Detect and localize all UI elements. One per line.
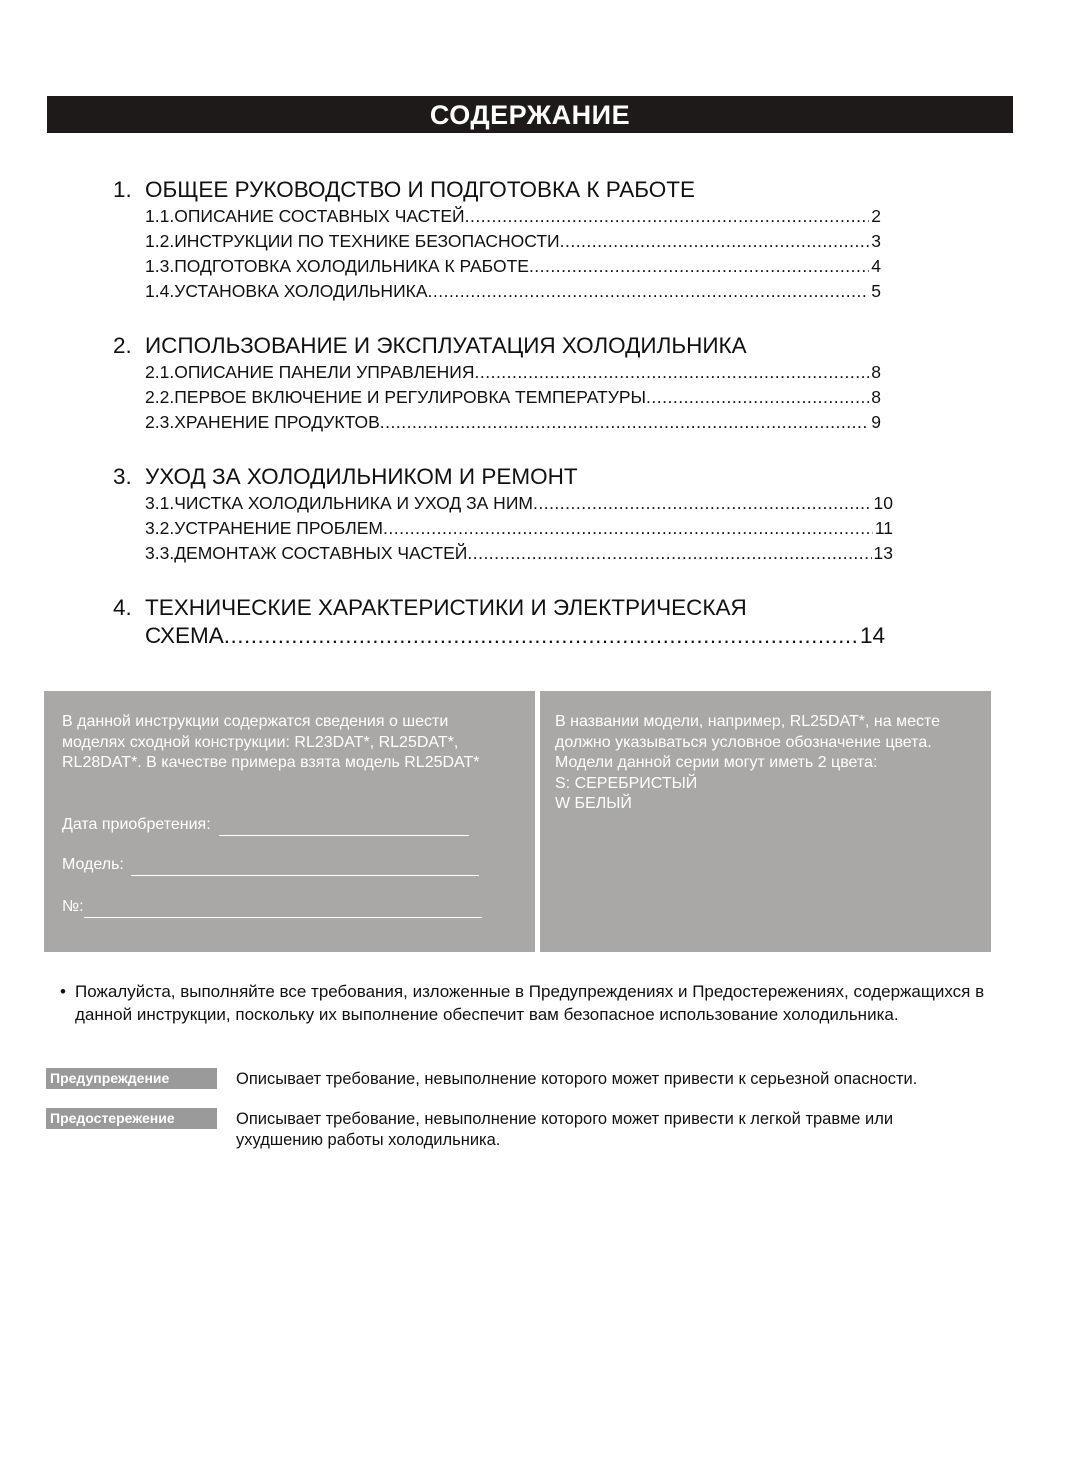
toc-item[interactable]	[145, 360, 881, 385]
item-label: ИНСТРУКЦИИ ПО ТЕХНИКЕ БЕЗОПАСНОСТИ	[174, 231, 560, 251]
dot-leader	[224, 622, 858, 650]
dot-leader	[465, 204, 870, 229]
item-label: ПОДГОТОВКА ХОЛОДИЛЬНИКА К РАБОТЕ	[174, 256, 529, 276]
section-title-continued: СХЕМА	[145, 623, 224, 648]
item-number: 3.2.	[145, 518, 175, 538]
dot-leader	[560, 229, 870, 254]
notice-text: Пожалуйста, выполняйте все требования, изложенные в Предупреждениях и Предостережениях, содержащихся в данной инструкции, поскольку их выполнение обеспечит вам безопасное использование холодильника.	[75, 982, 985, 1024]
number-field[interactable]	[84, 901, 482, 918]
item-number: 1.1.	[145, 206, 175, 226]
section-number: 2.	[113, 333, 132, 358]
toc-item[interactable]	[145, 410, 881, 435]
dot-leader	[529, 254, 869, 279]
toc-item[interactable]	[145, 204, 881, 229]
dot-leader	[646, 385, 869, 410]
dot-leader	[383, 516, 873, 541]
info-line: В данной инструкции содержатся сведения о шести	[62, 713, 449, 730]
model-field[interactable]	[131, 859, 479, 876]
item-label: ОПИСАНИЕ ПАНЕЛИ УПРАВЛЕНИЯ	[174, 362, 475, 382]
dot-leader	[533, 491, 872, 516]
toc-item[interactable]	[145, 516, 893, 541]
item-label: ХРАНЕНИЕ ПРОДУКТОВ	[174, 412, 380, 432]
item-label: ОПИСАНИЕ СОСТАВНЫХ ЧАСТЕЙ	[174, 206, 465, 226]
toc-section-2	[113, 332, 893, 435]
item-label: УСТАНОВКА ХОЛОДИЛЬНИКА	[174, 281, 428, 301]
info-line: W БЕЛЫЙ	[555, 795, 632, 812]
page-number: 4	[871, 256, 881, 276]
page-number: 11	[874, 518, 893, 538]
dot-leader	[428, 279, 870, 304]
dot-leader	[467, 541, 871, 566]
purchase-date-field[interactable]	[219, 819, 469, 836]
info-line: RL28DAT*. В качестве примера взята модель RL25DAT*	[62, 754, 480, 771]
item-label: ДЕМОНТАЖ СОСТАВНЫХ ЧАСТЕЙ	[174, 543, 468, 563]
toc-section-1	[113, 176, 893, 304]
warning-label: Предупреждение	[46, 1068, 217, 1089]
info-line: Модели данной серии могут иметь 2 цвета:	[555, 754, 878, 771]
section-number: 4.	[113, 595, 132, 620]
page-number: 13	[873, 543, 893, 563]
toc-item[interactable]	[145, 254, 881, 279]
bullet-icon: •	[60, 982, 66, 1001]
page-number: 3	[871, 231, 881, 251]
toc-item[interactable]	[145, 385, 881, 410]
toc-section-4[interactable]	[113, 594, 893, 650]
page-number: 14	[859, 623, 885, 648]
item-number: 1.2.	[145, 231, 175, 251]
toc-section-3	[113, 463, 893, 566]
section-title: ОБЩЕЕ РУКОВОДСТВО И ПОДГОТОВКА К РАБОТЕ	[145, 177, 696, 202]
section-title: УХОД ЗА ХОЛОДИЛЬНИКОМ И РЕМОНТ	[145, 464, 578, 489]
section-title: ТЕХНИЧЕСКИЕ ХАРАКТЕРИСТИКИ И ЭЛЕКТРИЧЕСКАЯ	[145, 595, 747, 620]
toc-item[interactable]	[145, 541, 893, 566]
item-number: 3.3.	[145, 543, 175, 563]
number-label: №:	[62, 898, 84, 915]
item-number: 2.2.	[145, 387, 175, 407]
item-number: 3.1.	[145, 493, 175, 513]
page-number: 5	[871, 281, 881, 301]
toc-item[interactable]	[145, 229, 881, 254]
page-number: 8	[871, 362, 881, 382]
page-number: 8	[871, 387, 881, 407]
dot-leader	[475, 360, 870, 385]
item-label: ПЕРВОЕ ВКЛЮЧЕНИЕ И РЕГУЛИРОВКА ТЕМПЕРАТУРЫ	[174, 387, 647, 407]
toc-item[interactable]	[145, 491, 893, 516]
page-title: СОДЕРЖАНИЕ	[47, 96, 1013, 133]
info-line: должно указываться условное обозначение цвета.	[555, 733, 932, 751]
info-line: моделях сходной конструкции: RL23DAT*, RL25DAT*,	[62, 733, 459, 751]
info-line: В названии модели, например, RL25DAT*, на месте	[555, 713, 941, 730]
page-number: 2	[871, 206, 881, 226]
item-number: 2.3.	[145, 412, 175, 432]
dot-leader	[380, 410, 870, 435]
item-number: 1.4.	[145, 281, 175, 301]
color-info-box	[540, 691, 991, 952]
toc-item[interactable]	[145, 279, 881, 304]
model-info-box	[44, 691, 535, 952]
page-number: 9	[871, 412, 881, 432]
caution-description: Описывает требование, невыполнение которого может привести к легкой травме или ухудшению работы холодильника.	[236, 1110, 894, 1149]
page-number: 10	[873, 493, 893, 513]
item-number: 2.1.	[145, 362, 175, 382]
safety-notice	[60, 981, 990, 1026]
section-number: 3.	[113, 464, 132, 489]
section-number: 1.	[113, 177, 132, 202]
info-line: S: СЕРЕБРИСТЫЙ	[555, 774, 698, 792]
warning-description: Описывает требование, невыполнение которого может привести к серьезной опасности.	[236, 1070, 918, 1088]
item-number: 1.3.	[145, 256, 175, 276]
model-label: Модель:	[62, 856, 124, 873]
purchase-date-label: Дата приобретения:	[62, 816, 211, 833]
section-title: ИСПОЛЬЗОВАНИЕ И ЭКСПЛУАТАЦИЯ ХОЛОДИЛЬНИКА	[145, 333, 747, 358]
item-label: УСТРАНЕНИЕ ПРОБЛЕМ	[174, 518, 383, 538]
item-label: ЧИСТКА ХОЛОДИЛЬНИКА И УХОД ЗА НИМ	[174, 493, 533, 513]
caution-label: Предостережение	[46, 1108, 217, 1129]
